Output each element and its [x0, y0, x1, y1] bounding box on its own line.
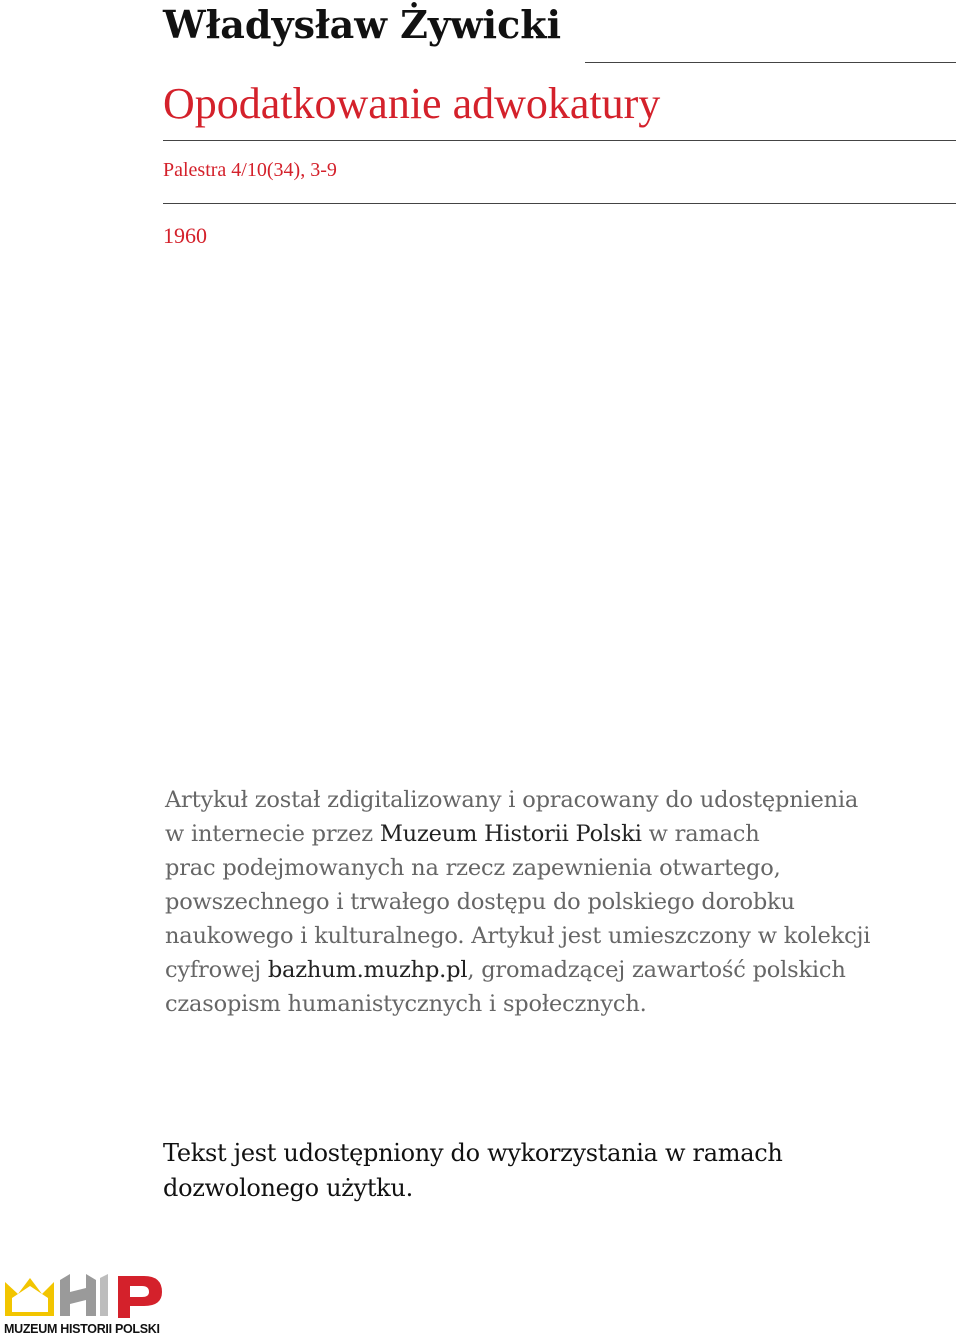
usage-notice: [163, 1136, 943, 1206]
notice-line-5: naukowego i kulturalnego. Artykuł jest umieszczony w kolekcji: [165, 923, 871, 949]
notice-line-6: [165, 953, 945, 987]
notice-line-2: [165, 817, 945, 851]
museum-logo-mark-icon: [4, 1272, 166, 1322]
notice-line-4: powszechnego i trwałego dostępu do polskiego dorobku: [165, 889, 795, 915]
author-name: Władysław Żywicki: [163, 2, 562, 47]
divider-source: [163, 203, 956, 204]
publication-source: Palestra 4/10(34), 3-9: [163, 159, 337, 181]
bazhum-link[interactable]: bazhum.muzhp.pl: [267, 957, 468, 983]
article-title: Opodatkowanie adwokatury: [163, 79, 661, 128]
usage-line-2: dozwolonego użytku.: [163, 1174, 413, 1202]
notice-line-3: prac podejmowanych na rzecz zapewnienia otwartego,: [165, 855, 781, 881]
digitization-notice: [165, 783, 945, 1021]
notice-line-2-post: w ramach: [641, 821, 760, 847]
divider-title: [163, 140, 956, 141]
publication-year: 1960: [163, 223, 207, 248]
usage-line-1: Tekst jest udostępniony do wykorzystania w ramach: [163, 1139, 783, 1167]
notice-line-6-post: , gromadzącej zawartość polskich: [467, 957, 846, 983]
museum-logo: [4, 1272, 166, 1336]
notice-line-2-pre: w internecie przez: [165, 821, 380, 847]
notice-line-7: czasopism humanistycznych i społecznych.: [165, 991, 647, 1017]
notice-line-6-pre: cyfrowej: [165, 957, 268, 983]
logo-text: MUZEUM HISTORII POLSKI: [4, 1322, 160, 1336]
divider-top: [585, 62, 956, 63]
notice-line-1: Artykuł został zdigitalizowany i opracowany do udostępnienia: [165, 787, 859, 813]
museum-name-link[interactable]: Muzeum Historii Polski: [379, 821, 642, 847]
